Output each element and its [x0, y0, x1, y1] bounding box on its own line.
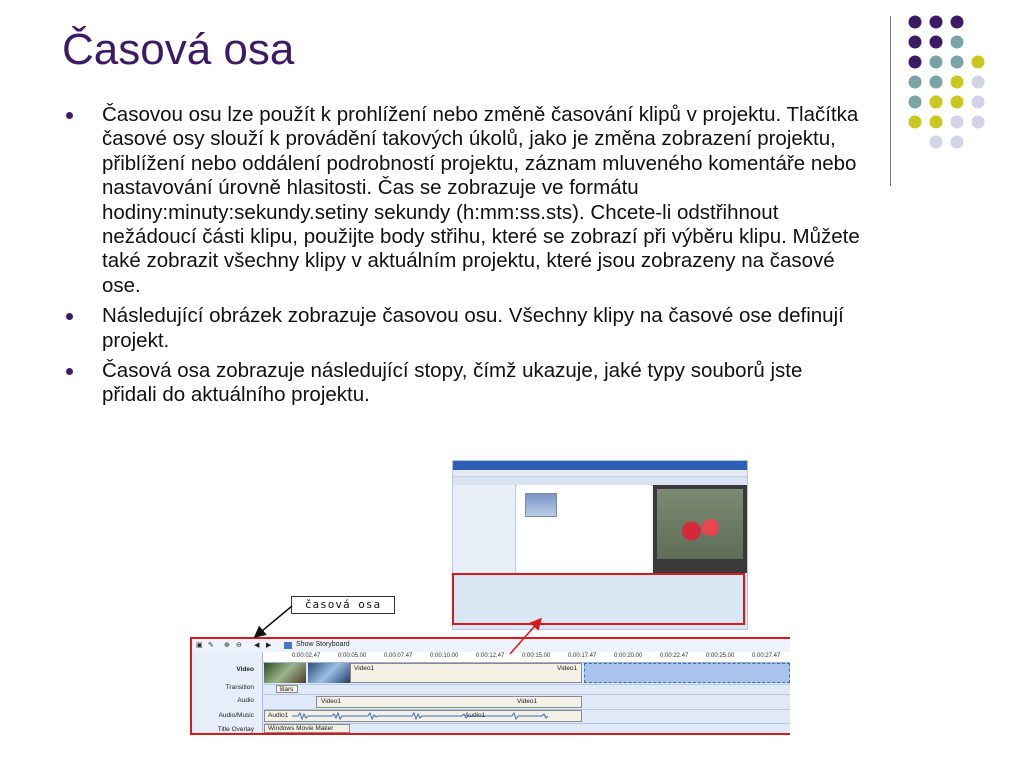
clip-label: Audio1: [465, 712, 486, 719]
track-label-transition: Transition: [225, 684, 254, 691]
bullet-text: Časovou osu lze použít k prohlížení nebo změně časování klipů v projektu. Tlačítka časové osy slouží k provádění takových úkolů, jako je změna zobrazení projektu, přiblížení nebo oddálení podrobností projektu, záznam mluveného komentáře nebo nastavování úrovně hlasitosti. Čas se zobrazuje ve formátu hodiny:minuty:sekundy.setiny sekundy (h:mm:ss.sts). Chcete-li odstřihnout nežádoucí části klipu, použijte body střihu, které se zobrazí při výběru klipu. Můžete také zobrazit všechny klipy v aktuálním projektu, které jsou zobrazeny na časové ose.: [102, 103, 860, 297]
ruler-tick: 0:00:10.00: [430, 653, 459, 659]
narrate-icon: ✎: [208, 642, 214, 649]
track-label-title-overlay: Title Overlay: [217, 726, 254, 733]
zoom-out-icon: ⊖: [236, 642, 242, 649]
ruler-tick: 0:00:17.47: [568, 653, 597, 659]
clip-label: Video1: [354, 665, 375, 672]
bullet-text: Následující obrázek zobrazuje časovou osu. Všechny klipy na časové ose definují projekt.: [102, 304, 844, 352]
clip-label: Video1: [321, 698, 342, 705]
callout-label: časová osa: [291, 596, 395, 614]
callout-arrow: [256, 606, 292, 636]
bullet-text: Časová osa zobrazuje následující stopy, čímž ukazuje, jaké typy souborů jste přidali do aktuálního projektu.: [102, 359, 803, 407]
title-overlay-clip[interactable]: Windows Movie Maker: [264, 724, 350, 733]
track-label-audio: Audio: [237, 697, 254, 704]
clip-label: Audio1: [268, 712, 289, 719]
storyboard-icon: ▣: [196, 642, 203, 649]
ruler-tick: 0:00:20.00: [614, 653, 643, 659]
clip-label: Video1: [557, 665, 578, 672]
ruler-tick: 0:00:22.47: [660, 653, 689, 659]
track-label-video: Video: [236, 666, 254, 673]
transition-clip[interactable]: Bars: [276, 685, 298, 693]
show-storyboard-label: Show Storyboard: [296, 641, 350, 648]
ruler-tick: 0:00:27.47: [752, 653, 781, 659]
clip-label: Video1: [517, 698, 538, 705]
rewind-icon: ◀: [254, 642, 260, 649]
ruler-tick: 0:00:02.47: [292, 653, 321, 659]
ruler-tick: 0:00:05.00: [338, 653, 367, 659]
ruler-tick: 0:00:12.47: [476, 653, 505, 659]
zoom-arrow: [510, 620, 540, 654]
ruler-tick: 0:00:25.00: [706, 653, 735, 659]
play-icon: ▶: [266, 642, 272, 649]
ruler-tick: 0:00:15.00: [522, 653, 551, 659]
slide-title: Časová osa: [62, 25, 295, 74]
zoom-in-icon: ⊕: [224, 642, 230, 649]
ruler-tick: 0:00:07.47: [384, 653, 413, 659]
track-label-audio-music: Audio/Music: [218, 712, 254, 719]
